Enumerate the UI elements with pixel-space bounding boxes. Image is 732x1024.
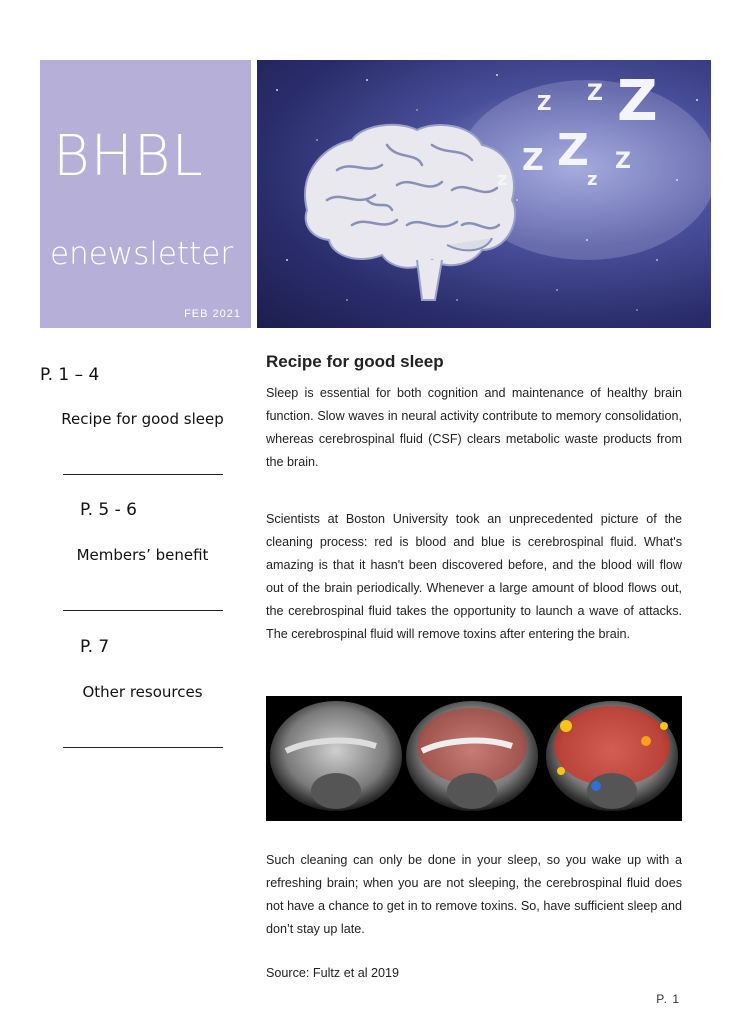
toc-title-2: Members’ benefit: [76, 546, 209, 564]
svg-text:z: z: [587, 169, 598, 190]
newsletter-title: BHBL: [53, 124, 204, 189]
newsletter-brand-box: [40, 60, 251, 328]
toc-divider: [63, 610, 223, 611]
toc-pages-3: P. 7: [80, 637, 110, 657]
mri-panel-1: [270, 701, 402, 811]
sleeping-brain-illustration: [257, 60, 711, 328]
toc-title-1: Recipe for good sleep: [61, 410, 224, 428]
hero-sleeping-brain-image: [257, 60, 711, 328]
toc-pages-1: P. 1 – 4: [40, 365, 100, 385]
toc-divider: [63, 474, 223, 475]
page-number: P. 1: [656, 992, 680, 1006]
newsletter-subtitle: enewsletter: [50, 236, 234, 272]
svg-text:Z: Z: [587, 81, 603, 106]
toc-divider: [63, 747, 223, 748]
brain-icon: [305, 125, 515, 300]
article-title: Recipe for good sleep: [266, 352, 444, 371]
article-paragraph-1: Sleep is essential for both cognition and maintenance of healthy brain function. Slow waves in neural activity contribute to memory consolidation, whereas cerebrospinal fluid (CSF) clears metabolic waste products from the brain.: [266, 386, 682, 469]
article-paragraph-2: Scientists at Boston University took an unprecedented picture of the cleaning process: red is blood and blue is cerebrospinal fluid. What's amazing is that it hasn't been discovered before, and the blood will flow out of the brain periodically. Whenever a large amount of blood flows out, the cerebrospinal fluid takes the opportunity to launch a wave of attacks. The cerebrospinal fluid will remove toxins after entering the brain.: [266, 512, 682, 641]
article-source: Source: Fultz et al 2019: [266, 966, 400, 980]
svg-text:Z: Z: [537, 91, 552, 115]
mri-panel-3: [546, 701, 678, 811]
article-paragraph-3: Such cleaning can only be done in your sleep, so you wake up with a refreshing brain; when you are not sleeping, the cerebrospinal fluid does not have a chance to get in to remove toxins. So, have sufficient sleep and don’t stay up late.: [266, 853, 682, 936]
toc-pages-2: P. 5 - 6: [80, 500, 137, 520]
svg-text:Z: Z: [617, 69, 658, 134]
svg-text:Z: Z: [615, 149, 631, 174]
toc-title-3: Other resources: [82, 683, 203, 701]
svg-text:Z: Z: [522, 143, 544, 178]
brain-scan-images: [266, 696, 682, 821]
svg-text:Z: Z: [557, 125, 589, 176]
mri-panel-2: [406, 701, 538, 811]
issue-date: FEB 2021: [184, 308, 241, 320]
svg-text:z: z: [497, 169, 508, 190]
mri-scan-panels: [266, 696, 682, 821]
